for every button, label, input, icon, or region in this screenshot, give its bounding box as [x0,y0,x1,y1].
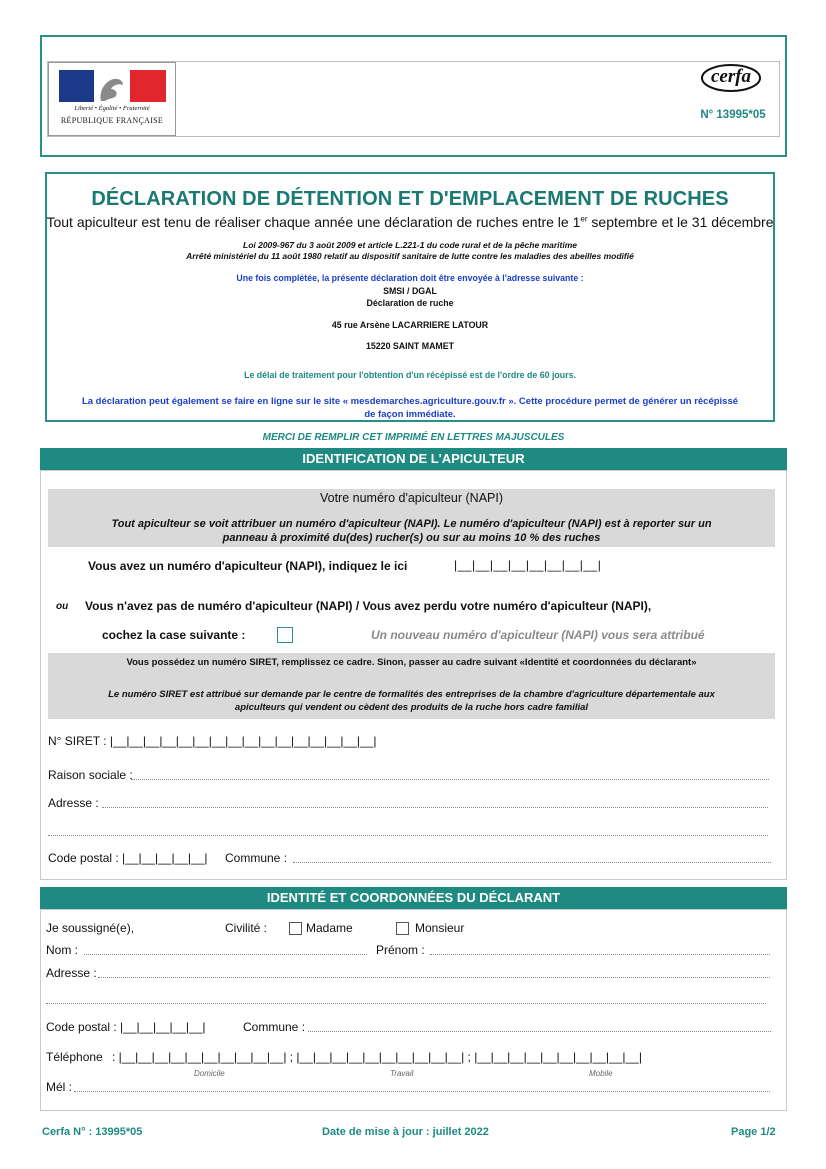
siret-info-text: Vous possédez un numéro SIRET, remplissez ce cadre. Sinon, passer au cadre suivant «Identité et coordonnées du déclarant» [126,657,697,668]
law-reference-1: Loi 2009-967 du 3 août 2009 et article L.221-1 du code rural et de la pêche maritime [243,240,577,250]
logo-republique: RÉPUBLIQUE FRANÇAISE [60,116,164,125]
footer-cerfa-number: Cerfa N° : 13995*05 [42,1126,143,1138]
prenom-input[interactable] [430,954,770,955]
adresse2-label: Adresse : [46,966,97,980]
monsieur-label: Monsieur [415,921,465,935]
form-subtitle: Tout apiculteur est tenu de réaliser chaque année une déclaration de ruches entre le 1er septembre et le 31 décembre [46,214,774,230]
monsieur-checkbox[interactable] [396,922,409,935]
raison-sociale-label: Raison sociale : [48,768,133,782]
cerfa-logo-text: cerfa [710,66,752,87]
nom-label: Nom : [46,943,79,957]
napi-description-2: panneau à proximité du(des) rucher(s) ou sur au moins 10 % des ruches [222,532,601,544]
mel-input[interactable] [74,1091,770,1092]
commune-label: Commune : [225,851,288,865]
or-label: ou [56,601,69,612]
commune-input[interactable] [293,862,771,863]
adresse-input-line-2[interactable] [48,835,768,836]
law-reference-2: Arrêté ministériel du 11 août 1980 relatif au dispositif sanitaire de lutte contre les maladies des abeilles modifié [186,251,634,261]
cerfa-number: N° 13995*05 [700,109,766,121]
raison-sociale-input[interactable] [131,779,769,780]
siret-description-1: Le numéro SIRET est attribué sur demande par le centre de formalités des entreprises de la chambre d'agriculture départementale aux [108,689,715,700]
adresse-input-line-1[interactable] [102,807,768,808]
napi-none-label: Vous n'avez pas de numéro d'apiculteur (NAPI) / Vous avez perdu votre numéro d'apiculteur (NAPI), [85,599,652,613]
processing-delay: Le délai de traitement pour l'obtention d'un récépissé est de l'ordre de 60 jours. [244,370,576,380]
section-declarant-header: IDENTITÉ ET COORDONNÉES DU DÉCLARANT [40,887,787,909]
capital-letters-notice: MERCI DE REMPLIR CET IMPRIMÉ EN LETTRES MAJUSCULES [262,432,565,443]
send-instructions: Une fois complétée, la présente déclaration doit être envoyée à l'adresse suivante : [236,273,584,283]
telephone-fields[interactable]: : |__|__|__|__|__|__|__|__|__|__| ; |__|__|__|__|__|__|__|__|__|__| ; |__|__|__|__|__|__|__|__|__|__| [112,1050,642,1064]
online-info-1: La déclaration peut également se faire en ligne sur le site « mesdemarches.agriculture.gouv.fr ». Cette procédure permet de générer un récépissé [81,396,739,407]
cerfa-logo [701,64,761,92]
logo-motto: Liberté • Égalité • Fraternité [74,105,150,112]
siret-field[interactable]: N° SIRET : |__|__|__|__|__|__|__|__|__|__|__|__|__|__|__|__| [48,734,377,748]
form-title: DÉCLARATION DE DÉTENTION ET D'EMPLACEMENT DE RUCHES [91,188,729,210]
napi-description-1: Tout apiculteur se voit attribuer un numéro d'apiculteur (NAPI). Le numéro d'apiculteur (NAPI) est à reporter sur un [111,518,712,530]
napi-number-field[interactable]: |__|__|__|__|__|__|__|__| [454,558,602,572]
civilite-label: Civilité : [225,921,268,935]
address-line-3: 45 rue Arsène LACARRIERE LATOUR [331,320,489,330]
soussigne-label: Je soussigné(e), [46,921,135,935]
commune2-label: Commune : [243,1020,306,1034]
footer-update-date: Date de mise à jour : juillet 2022 [322,1126,489,1138]
telephone-label: Téléphone [46,1050,103,1064]
online-info-2: de façon immédiate. [364,409,456,420]
travail-label: Travail [390,1069,414,1078]
check-box-label: cochez la case suivante : [102,628,246,642]
republique-logo [48,62,176,136]
adresse2-input-line-2[interactable] [46,1003,766,1004]
code-postal-field[interactable]: Code postal : |__|__|__|__|__| [48,851,208,865]
commune2-input[interactable] [308,1031,771,1032]
address-line-2: Déclaration de ruche [366,298,454,308]
prenom-label: Prénom : [376,943,425,957]
madame-label: Madame [306,921,353,935]
address-line-1: SMSI / DGAL [383,286,437,296]
footer-page-number: Page 1/2 [731,1126,776,1138]
section-declarant-frame [40,909,787,1111]
address-line-4: 15220 SAINT MAMET [366,341,454,351]
section-identification-header: IDENTIFICATION DE L'APICULTEUR [40,448,787,470]
adresse-label: Adresse : [48,796,99,810]
new-napi-checkbox[interactable] [277,627,293,643]
adresse2-input-line-1[interactable] [98,977,770,978]
new-napi-note: Un nouveau numéro d'apiculteur (NAPI) vous sera attribué [371,628,705,642]
mobile-label: Mobile [589,1069,613,1078]
siret-description-2: apiculteurs qui vendent ou cèdent des produits de la ruche hors cadre familial [234,702,589,713]
napi-have-label: Vous avez un numéro d'apiculteur (NAPI), indiquez le ici [88,559,408,573]
mel-label: Mél : [46,1080,73,1094]
napi-title: Votre numéro d'apiculteur (NAPI) [319,491,504,505]
nom-input[interactable] [84,954,367,955]
madame-checkbox[interactable] [289,922,302,935]
domicile-label: Domicile [194,1069,225,1078]
code-postal2-field[interactable]: Code postal : |__|__|__|__|__| [46,1020,206,1034]
